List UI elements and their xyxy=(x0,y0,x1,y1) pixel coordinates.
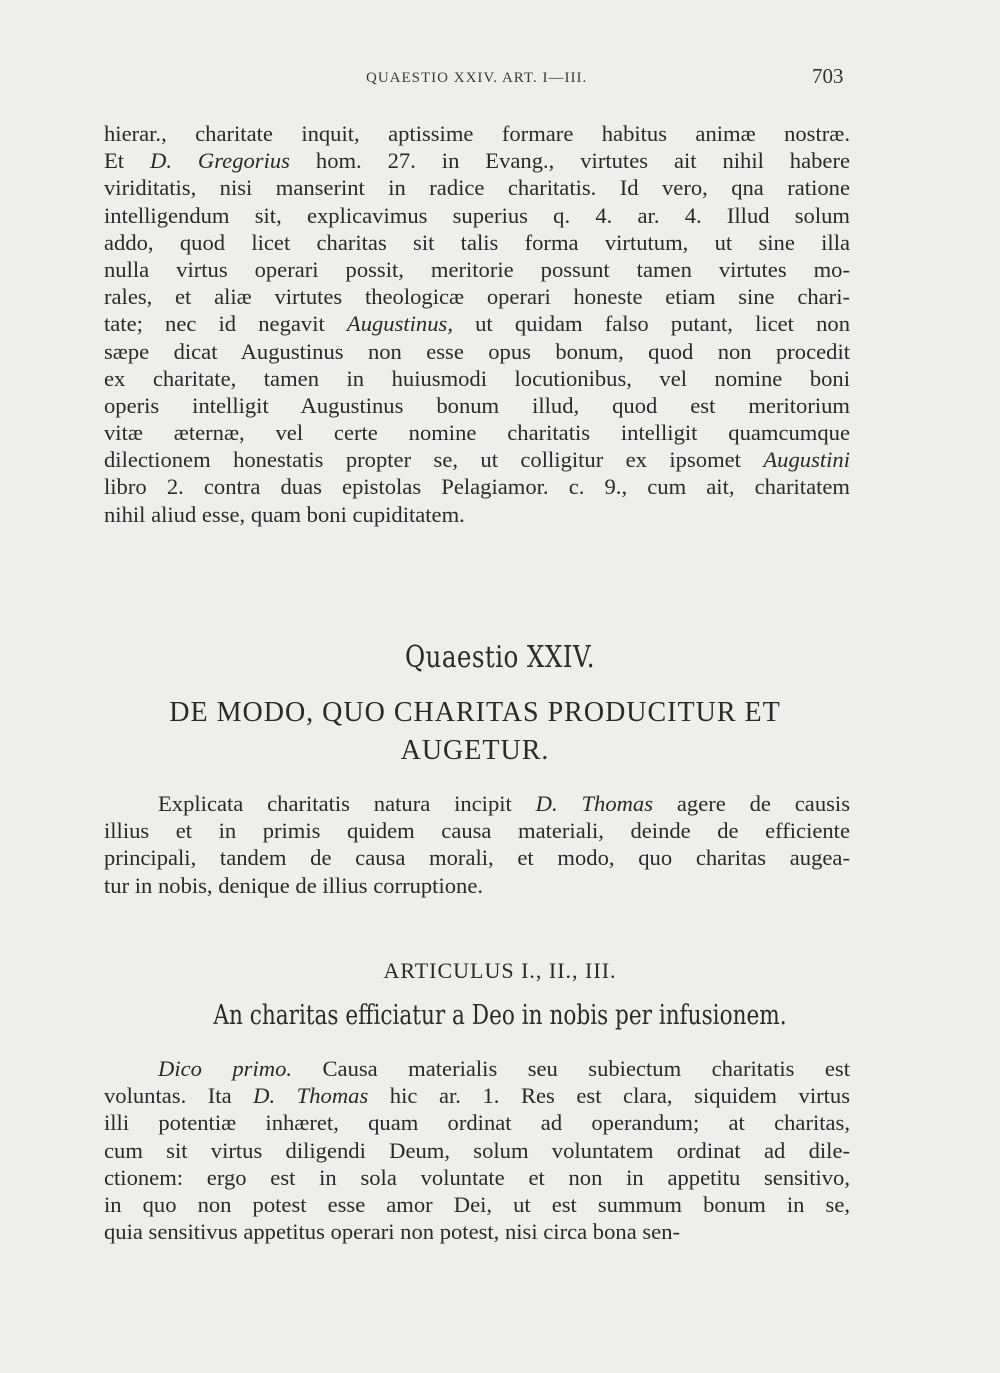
text-line: operis intelligit Augustinus bonum illud, quod est meritorium xyxy=(104,392,850,418)
text-line: Explicata charitatis natura incipit D. Thomas agere de causis xyxy=(158,791,850,816)
paragraph-1 xyxy=(104,120,850,528)
question-title xyxy=(100,694,850,770)
italic-text: D. Thomas xyxy=(535,791,654,816)
text-line: ex charitate, tamen in huiusmodi locutionibus, vel nomine boni xyxy=(104,365,850,391)
italic-text: Dico primo. xyxy=(158,1056,293,1081)
italic-text: Augustini xyxy=(763,447,850,473)
italic-text: Augustinus, xyxy=(346,311,453,337)
text-line: vitæ æternæ, vel certe nomine charitatis intelligit quamcumque xyxy=(104,420,850,446)
text-line: dilectionem honestatis propter se, ut colligitur ex ipsomet Augustini xyxy=(104,447,850,473)
text-line: cum sit virtus diligendi Deum, solum voluntatem ordinat ad dile- xyxy=(104,1137,850,1163)
text-line: Et D. Gregorius hom. 27. in Evang., virtutes ait nihil habere xyxy=(104,148,850,174)
paragraph-3 xyxy=(104,1055,850,1245)
paragraph-2 xyxy=(104,790,850,899)
running-head-title: QUAESTIO XXIV. ART. I—III. xyxy=(366,70,588,86)
text-line: intelligendum sit, explicavimus superius q. 4. ar. 4. Illud solum xyxy=(104,202,850,228)
text-line: ctionem: ergo est in sola voluntate et non in appetitu sensitivo, xyxy=(104,1164,850,1190)
text-line: illi potentiæ inhæret, quam ordinat ad operandum; at charitas, xyxy=(104,1110,850,1136)
text-line: sæpe dicat Augustinus non esse opus bonum, quod non procedit xyxy=(104,338,850,364)
text-line: in quo non potest esse amor Dei, ut est summum bonum in se, xyxy=(104,1191,850,1217)
text-line: quia sensitivus appetitus operari non potest, nisi circa bona sen- xyxy=(104,1219,681,1245)
text-line: nihil aliud esse, quam boni cupiditatem. xyxy=(104,501,465,527)
text-line: voluntas. Ita D. Thomas hic ar. 1. Res est clara, siquidem virtus xyxy=(104,1083,850,1109)
text-line: tate; nec id negavit Augustinus, ut quidam falso putant, licet non xyxy=(104,311,850,337)
running-head xyxy=(0,64,1000,94)
question-title-line-2: AUGETUR. xyxy=(400,735,550,766)
text-line: viriditatis, nisi manserint in radice charitatis. Id vero, qna ratione xyxy=(104,175,850,201)
text-line: Dico primo. Causa materialis seu subiectum charitatis est xyxy=(158,1056,850,1081)
text-line: libro 2. contra duas epistolas Pelagiamor. c. 9., cum ait, charitatem xyxy=(104,474,850,500)
question-title-line-1: DE MODO, QUO CHARITAS PRODUCITUR ET xyxy=(169,697,781,728)
text-line: hierar., charitate inquit, aptissime formare habitus animæ nostræ. xyxy=(104,121,850,146)
articulus-heading: ARTICULUS I., II., III. xyxy=(383,958,617,983)
italic-text: D. Gregorius xyxy=(150,148,290,174)
page-number: 703 xyxy=(812,64,844,88)
article-title: An charitas efficiatur a Deo in nobis per infusionem. xyxy=(213,1000,787,1031)
italic-text: D. Thomas xyxy=(253,1083,369,1109)
text-line: nulla virtus operari possit, meritorie possunt tamen virtutes mo- xyxy=(104,256,850,282)
text-line: principali, tandem de causa morali, et modo, quo charitas augea- xyxy=(104,845,850,871)
text-line: tur in nobis, denique de illius corruptione. xyxy=(104,872,484,898)
text-line: rales, et aliæ virtutes theologicæ operari honeste etiam sine chari- xyxy=(104,284,850,310)
quaestio-heading: Quaestio XXIV. xyxy=(404,640,596,675)
text-line: addo, quod licet charitas sit talis forma virtutum, ut sine illa xyxy=(104,229,850,255)
text-line: illius et in primis quidem causa materiali, deinde de efficiente xyxy=(104,818,850,844)
